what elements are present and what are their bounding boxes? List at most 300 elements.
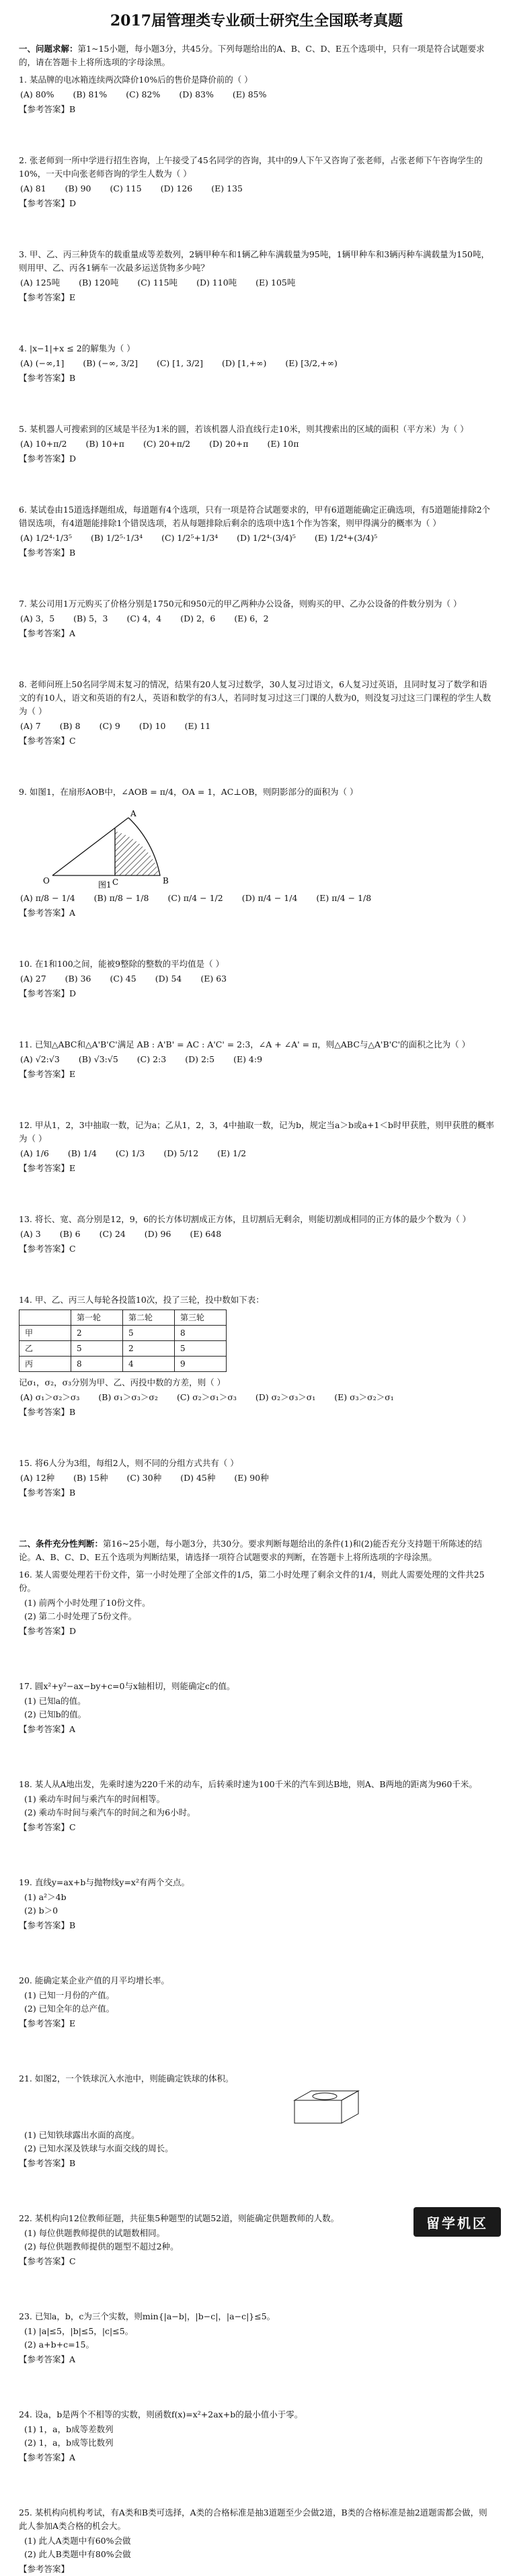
condition-list: [24, 2534, 494, 2561]
question-stem: [19, 1876, 494, 1889]
question-stem: [19, 597, 494, 611]
option: (C) 30种: [126, 1473, 162, 1483]
option: (C) 2:3: [136, 1054, 167, 1064]
question-stem: [19, 1680, 494, 1693]
condition-list: [24, 1596, 494, 1623]
question-number: 21.: [19, 2073, 32, 2084]
question-text: 将长、宽、高分别是12，9，6的长方体切割成正方体，且切割后无剩余，则能切割成相同的正方体的最少个数为（ ）: [34, 1214, 471, 1224]
question-number: 17.: [19, 1681, 32, 1691]
answer-value: C: [69, 736, 76, 746]
condition: (2) 每位供题教师提供的题型不超过2种。: [24, 2241, 179, 2251]
question-text: 已知a，b，c为三个实数，则min{|a−b|，|b−c|，|a−c|}≤5。: [34, 2311, 276, 2321]
table-cell: 2: [71, 1326, 123, 1341]
answer-label: 【参考答案】: [19, 1626, 70, 1636]
option: (B) π/8 − 1/8: [93, 893, 149, 903]
question-number: 24.: [19, 2409, 32, 2419]
section-2-text: 第16~25小题，每小题3分，共30分。要求判断每题给出的条件(1)和(2)能否充分支持题干所陈述的结论。A、B、C、D、E五个选项为判断结果，请选择一项符合试题要求的判断，在答题卡上将所选项的字母涂黑。: [19, 1539, 483, 1562]
table-cell: 第三轮: [175, 1310, 227, 1326]
option: (A) 125吨: [20, 277, 61, 288]
answer-value: A: [69, 1724, 76, 1734]
reference-answer: [19, 627, 494, 640]
question-number: 14.: [19, 1295, 32, 1305]
option: (B) 10+π: [85, 439, 125, 449]
condition-list: [24, 2129, 494, 2155]
option: (D) π/4 − 1/4: [241, 893, 298, 903]
answer-value: A: [69, 2354, 76, 2364]
question-item: [19, 1293, 494, 1419]
option: (B) 81%: [73, 89, 108, 99]
condition: (1) 已知铁球露出水面的高度。: [24, 2130, 140, 2140]
question-stem: [19, 2506, 494, 2533]
reference-answer: [19, 2353, 494, 2366]
option: (A) 7: [20, 721, 41, 731]
option: (C) σ₂＞σ₁＞σ₃: [176, 1392, 237, 1402]
question-text: 设a，b是两个不相等的实数，则函数f(x)=x²+2ax+b的最小值小于零。: [34, 2409, 303, 2419]
condition: (1) a²＞4b: [24, 1892, 67, 1902]
option: (C) 115: [110, 183, 142, 194]
answer-label: 【参考答案】: [19, 2018, 70, 2028]
option: (D) 96: [144, 1229, 171, 1239]
option: (C) 20+π/2: [143, 439, 191, 449]
condition: (2) 已知水深及铁球与水面交线的周长。: [24, 2143, 173, 2153]
question-item: [19, 248, 494, 304]
question-item: [19, 678, 494, 748]
table-cell: 8: [71, 1357, 123, 1372]
option: (A) (−∞,1]: [20, 358, 65, 368]
option: (E) 63: [200, 974, 227, 984]
reference-answer: [19, 372, 494, 385]
question-item: [19, 1778, 494, 1834]
option: (D) 110吨: [196, 277, 237, 288]
option: (A) 3: [20, 1229, 41, 1239]
table-cell: 丙: [19, 1357, 71, 1372]
condition: (1) 已知a的值。: [24, 1696, 86, 1706]
answer-value: A: [69, 628, 76, 638]
answer-label: 【参考答案】: [19, 2158, 70, 2168]
option: (C) 9: [99, 721, 120, 731]
question-text: 某机构向机构考试，有A类和B类可选择，A类的合格标准是抽3道题至少会做2道，B类的合格标准是抽2道题需都会做，则此人参加A类合格的机会大。: [19, 2507, 487, 2531]
option: (B) σ₁＞σ₃＞σ₂: [98, 1392, 158, 1402]
option: (D) 5/12: [163, 1148, 199, 1158]
question-text: 某品牌的电冰箱连续两次降价10%后的售价是降价前的（ ）: [29, 75, 253, 85]
question-item: [19, 957, 494, 1000]
answer-value: B: [69, 1920, 76, 1930]
option: (A) 10+π/2: [20, 439, 67, 449]
option: (E) 85%: [232, 89, 267, 99]
table-cell: 5: [71, 1341, 123, 1357]
option: (C) 24: [99, 1229, 126, 1239]
option: (A) σ₁＞σ₂＞σ₃: [20, 1392, 80, 1402]
question-item: [19, 1568, 494, 1638]
answer-label: 【参考答案】: [19, 198, 70, 208]
answer-value: B: [69, 2158, 76, 2168]
option: (A) 27: [20, 974, 46, 984]
question-text: 如图2，一个铁球沉入水池中，则能确定铁球的体积。: [34, 2073, 234, 2084]
answer-options: [20, 1147, 494, 1160]
option: (E) 6，2: [234, 613, 269, 624]
question-stem: [19, 1974, 494, 1987]
question-number: 5.: [19, 424, 27, 434]
question-stem: [19, 2072, 494, 2086]
option: (E) 135: [211, 183, 243, 194]
answer-value: E: [69, 2018, 76, 2028]
question-text: 甲从1，2，3中抽取一数，记为a；乙从1，2，3，4中抽取一数，记为b，规定当a＞b或a+1＜b时甲获胜，则甲获胜的概率为（ ）: [19, 1120, 494, 1144]
answer-options: [20, 357, 494, 370]
question-text: 某机构向12位教师征题，共征集5种题型的试题52道，则能确定供题教师的人数。: [34, 2213, 340, 2223]
condition: (1) 1，a，b成等差数列: [24, 2424, 114, 2434]
condition: (1) 前两个小时处理了10份文件。: [24, 1598, 151, 1608]
answer-value: C: [69, 2256, 76, 2266]
table-cell: 5: [123, 1326, 175, 1341]
answer-value: B: [69, 373, 76, 383]
option: (D) σ₂＞σ₃＞σ₁: [255, 1392, 316, 1402]
question-stem: [19, 1778, 494, 1791]
option: (E) 10π: [267, 439, 299, 449]
answer-label: 【参考答案】: [19, 628, 70, 638]
question-number: 4.: [19, 343, 27, 353]
label-c: C: [112, 877, 119, 887]
option: (C) 45: [110, 974, 136, 984]
condition: (2) 已知全年的总产值。: [24, 2004, 115, 2014]
question-item: [19, 1457, 494, 1500]
answer-options: [20, 88, 494, 101]
question-number: 7.: [19, 599, 27, 609]
option: (A) 81: [20, 183, 46, 194]
table-row: [19, 1357, 227, 1372]
question-stem: [19, 423, 494, 436]
option: (C) 115吨: [137, 277, 178, 288]
option: (B) 36: [65, 974, 91, 984]
question-list-part-2: [19, 1568, 494, 2576]
option: (D) 2:5: [185, 1054, 215, 1064]
page-title: 2017届管理类专业硕士研究生全国联考真题: [110, 12, 403, 30]
figure-2-pool: [288, 2087, 362, 2127]
answer-label: 【参考答案】: [19, 104, 70, 114]
question-item: [19, 154, 494, 210]
answer-value: E: [69, 1069, 76, 1079]
option: (C) 82%: [126, 89, 161, 99]
condition: (2) 已知b的值。: [24, 1709, 87, 1719]
question-number: 25.: [19, 2507, 32, 2518]
answer-options: [20, 1228, 494, 1241]
option: (A) √2:√3: [20, 1054, 60, 1064]
question-text: 直线y=ax+b与抛物线y=x²有两个交点。: [34, 1877, 190, 1887]
question-item: [19, 2072, 494, 2170]
reference-answer: [19, 452, 494, 466]
question-stem: [19, 785, 494, 799]
option: (E) 90种: [234, 1473, 269, 1483]
option: (A) 3，5: [20, 613, 55, 624]
reference-answer: [19, 2157, 494, 2170]
table-cell: 第一轮: [71, 1310, 123, 1326]
option: (A) 80%: [20, 89, 54, 99]
table-row: [19, 1310, 227, 1326]
option: (A) 12种: [20, 1473, 55, 1483]
section-2-heading: 二、条件充分性判断：: [19, 1539, 104, 1549]
condition-list: [24, 1891, 494, 1918]
question-number: 13.: [19, 1214, 32, 1224]
answer-label: 【参考答案】: [19, 1822, 70, 1832]
question-item: [19, 73, 494, 116]
answer-label: 【参考答案】: [19, 1163, 70, 1173]
table-cell: [19, 1310, 71, 1326]
answer-options: [20, 437, 494, 451]
reference-answer: [19, 1068, 494, 1081]
reference-answer: [19, 291, 494, 304]
condition-list: [24, 2423, 494, 2450]
option: (E) σ₃＞σ₂＞σ₁: [334, 1392, 394, 1402]
answer-options: [20, 182, 494, 196]
question-item: [19, 785, 494, 920]
condition-list: [24, 1694, 494, 1721]
answer-options: [20, 612, 494, 626]
answer-label: 【参考答案】: [19, 1920, 70, 1930]
question-stem: [19, 2310, 494, 2323]
condition: (2) b＞0: [24, 1905, 58, 1916]
question-text: 甲、乙、丙三种货车的载重量成等差数列，2辆甲种车和1辆乙种车满载量为95吨，1辆甲种车和3辆丙种车满载量为150吨，则用甲、乙、丙各1辆车一次最多运送货物多少吨？: [19, 249, 489, 273]
table-cell: 8: [175, 1326, 227, 1341]
answer-label: 【参考答案】: [19, 1069, 70, 1079]
table-cell: 2: [123, 1341, 175, 1357]
label-o: O: [43, 876, 50, 886]
option: (B) 90: [65, 183, 91, 194]
question-stem: [19, 248, 494, 275]
answer-options: [20, 720, 494, 733]
label-a: A: [130, 809, 136, 818]
option: (D) 45种: [180, 1473, 216, 1483]
label-b: B: [163, 876, 169, 886]
answer-label: 【参考答案】: [19, 1407, 70, 1417]
question-item: [19, 423, 494, 466]
reference-answer: [19, 103, 494, 116]
question-stem: [19, 957, 494, 971]
option: (B) 120吨: [79, 277, 119, 288]
option: (D) 126: [160, 183, 193, 194]
question-item: [19, 1876, 494, 1932]
option: (D) 2，6: [180, 613, 216, 624]
reference-answer: [19, 2017, 494, 2030]
question-text: 张老师到一所中学进行招生咨询，上午接受了45名同学的咨询，其中的9人下午又咨询了张老师，占张老师下午咨询学生的10%，一天中向张老师咨询的学生人数为（ ）: [19, 155, 483, 179]
question-stem: [19, 1457, 494, 1470]
question-stem: [19, 678, 494, 718]
answer-value: E: [69, 1163, 76, 1173]
question-number: 22.: [19, 2213, 32, 2223]
answer-value: C: [69, 1822, 76, 1832]
question-item: [19, 2408, 494, 2464]
answer-options: [20, 892, 494, 905]
option: (E) 648: [190, 1229, 222, 1239]
question-number: 23.: [19, 2311, 32, 2321]
question-text: 圆x²+y²−ax−by+c=0与x轴相切，则能确定c的值。: [34, 1681, 235, 1691]
score-table: [19, 1310, 227, 1372]
option: (D) 83%: [179, 89, 214, 99]
answer-options: [20, 1053, 494, 1066]
question-stem: [19, 154, 494, 181]
option: (E) 4:9: [233, 1054, 263, 1064]
question-text: 某人从A地出发，先乘时速为220千米的动车，后转乘时速为100千米的汽车到达B地，则A、B两地的距离为960千米。: [34, 1779, 477, 1789]
question-number: 19.: [19, 1877, 32, 1887]
question-list-part-1: [19, 73, 494, 1500]
option: (A) 1/6: [20, 1148, 49, 1158]
answer-label: 【参考答案】: [19, 988, 70, 998]
answer-value: D: [69, 454, 77, 464]
question-item: [19, 1038, 494, 1081]
answer-value: B: [69, 1407, 76, 1417]
answer-value: B: [69, 1488, 76, 1498]
question-text: |x−1|+x ≤ 2的解集为（ ）: [29, 343, 135, 353]
answer-label: 【参考答案】: [19, 1724, 70, 1734]
table-row: [19, 1341, 227, 1357]
reference-answer: [19, 1406, 494, 1419]
question-text: 某人需要处理若干份文件，第一小时处理了全部文件的1/5，第二小时处理了剩余文件的1/4，则此人需要处理的文件共25份。: [19, 1570, 485, 1593]
answer-label: 【参考答案】: [19, 292, 70, 302]
figure-1-sector: [39, 802, 173, 889]
question-stem: [19, 1293, 494, 1307]
question-item: [19, 597, 494, 640]
question-number: 8.: [19, 679, 27, 689]
condition: (2) 第二小时处理了5份文件。: [24, 1611, 137, 1621]
option: (C) 1/2⁵+1/3⁴: [161, 533, 219, 543]
option: (D) 1/2⁴·(3/4)⁵: [237, 533, 296, 543]
question-number: 6.: [19, 505, 27, 515]
option: (B) 1/2⁵·1/3⁴: [90, 533, 143, 543]
answer-value: D: [69, 988, 77, 998]
question-number: 16.: [19, 1570, 32, 1580]
table-cell: 9: [175, 1357, 227, 1372]
section-2-intro: [19, 1537, 494, 1564]
option: (E) 1/2: [217, 1148, 247, 1158]
reference-answer: [19, 1486, 494, 1500]
reference-answer: [19, 1919, 494, 1932]
condition: (2) 乘动车时间与乘汽车的时间之和为6小时。: [24, 1807, 196, 1817]
question-number: 18.: [19, 1779, 32, 1789]
question-text: 如图1，在扇形AOB中，∠AOB = π/4，OA = 1，AC⊥OB，则阴影部分的面积为（ ）: [29, 787, 358, 797]
condition-list: [24, 1793, 494, 1819]
question-item: [19, 1680, 494, 1736]
answer-label: 【参考答案】: [19, 2564, 70, 2574]
section-1-heading: 一、问题求解：: [19, 44, 78, 54]
answer-value: A: [69, 908, 76, 918]
option: (C) π/4 − 1/2: [167, 893, 223, 903]
reference-answer: [19, 2255, 494, 2268]
exam-page: [19, 0, 494, 2574]
reference-answer: [19, 2563, 494, 2576]
question-item: [19, 503, 494, 560]
condition: (1) 每位供题教师提供的试题数相同。: [24, 2228, 165, 2238]
reference-answer: [19, 1625, 494, 1638]
table-cell: 甲: [19, 1326, 71, 1341]
answer-options: [20, 1471, 494, 1485]
question-number: 1.: [19, 75, 27, 85]
condition: (1) 此人A类题中有60%会做: [24, 2536, 131, 2546]
question-text: 甲、乙、丙三人每轮各投篮10次，投了三轮，投中数如下表：: [34, 1295, 264, 1305]
question-number: 10.: [19, 959, 32, 969]
condition: (1) |a|≤5，|b|≤5，|c|≤5。: [24, 2326, 134, 2336]
question-stem: [19, 73, 494, 87]
question-stem: [19, 1568, 494, 1595]
condition: (2) a+b+c=15。: [24, 2339, 94, 2350]
table-cell: 5: [175, 1341, 227, 1357]
question-stem: [19, 503, 494, 530]
option: (E) [3/2,+∞): [285, 358, 338, 368]
reference-answer: [19, 987, 494, 1000]
option: (B) (−∞, 3/2]: [83, 358, 138, 368]
answer-label: 【参考答案】: [19, 2256, 70, 2266]
question-text: 在1和100之间，能被9整除的整数的平均值是（ ）: [34, 959, 225, 969]
option: (C) 4，4: [126, 613, 162, 624]
reference-answer: [19, 546, 494, 560]
reference-answer: [19, 734, 494, 748]
answer-options: [20, 276, 494, 290]
question-text: 某试卷由15道选择题组成，每道题有4个选项，只有一项是符合试题要求的，甲有6道题能确定正确选项，有5道题能排除2个错误选项，有4道题能排除1个错误选项，若从每题排除后剩余的选项中选1个作为答案，则甲得满分的概率为（ ）: [19, 505, 491, 528]
condition-list: [24, 1989, 494, 2016]
question-text: 将6人分为3组，每组2人，则不同的分组方式共有（ ）: [34, 1458, 239, 1468]
figure-1-caption: 图1: [98, 880, 112, 889]
section-1-intro: [19, 42, 494, 69]
answer-label: 【参考答案】: [19, 373, 70, 383]
reference-answer: [19, 1821, 494, 1834]
answer-label: 【参考答案】: [19, 908, 70, 918]
condition: (2) 此人B类题中有80%会做: [24, 2549, 131, 2559]
answer-label: 【参考答案】: [19, 1488, 70, 1498]
question-text: 能确定某企业产值的月平均增长率。: [34, 1975, 169, 1985]
question-text: 老师问班上50名同学周末复习的情况，结果有20人复习过数学，30人复习过语文，6人复习过英语，且同时复习了数学和语文的有10人，语文和英语的有2人，英语和数学的有3人，若同时复习过这三门课的人数为0，则没复习过这三门课程的学生人数为（ ）: [19, 679, 491, 716]
condition: (2) 1，a，b成等比数列: [24, 2438, 114, 2448]
section-1-text: 第1~15小题，每小题3分，共45分。下列每题给出的A、B、C、D、E五个选项中，只有一项是符合试题要求的，请在答题卡上将所选项的字母涂黑。: [19, 44, 485, 67]
question-number: 2.: [19, 155, 27, 165]
reference-answer: [19, 2451, 494, 2464]
question-item: [19, 1974, 494, 2030]
question-stem: [19, 2408, 494, 2421]
question-number: 9.: [19, 787, 27, 797]
option: (E) 11: [184, 721, 211, 731]
question-number: 11.: [19, 1039, 32, 1049]
answer-label: 【参考答案】: [19, 454, 70, 464]
option: (D) 20+π: [209, 439, 249, 449]
option: (B) 8: [59, 721, 81, 731]
reference-answer: [19, 1242, 494, 1256]
answer-value: E: [69, 292, 76, 302]
reference-answer: [19, 197, 494, 210]
option: (A) 1/2⁴·1/3⁵: [20, 533, 72, 543]
option: (A) π/8 − 1/4: [20, 893, 75, 903]
option: (D) 10: [139, 721, 166, 731]
answer-value: C: [69, 1244, 76, 1254]
question-text: 某公司用1万元购买了价格分别是1750元和950元的甲乙两种办公设备，则购买的甲、乙办公设备的件数分别为（ ）: [29, 599, 462, 609]
option: (B) 5，3: [73, 613, 108, 624]
option: (E) π/4 − 1/8: [316, 893, 372, 903]
question-item: [19, 342, 494, 385]
answer-value: D: [69, 198, 77, 208]
question-stem: [19, 1119, 494, 1146]
condition: (1) 已知一月份的产值。: [24, 1990, 115, 2000]
reference-answer: [19, 906, 494, 920]
option: (D) [1,+∞): [222, 358, 267, 368]
question-text: 已知△ABC和△A'B'C'满足 AB : A'B' = AC : A'C' = 2:3，∠A + ∠A' = π，则△ABC与△A'B'C'的面积之比为（ ）: [34, 1039, 471, 1049]
condition: (1) 乘动车时间与乘汽车的时间相等。: [24, 1794, 165, 1804]
question-item: [19, 1213, 494, 1256]
question-stem: [19, 1213, 494, 1226]
question-number: 20.: [19, 1975, 32, 1985]
answer-label: 【参考答案】: [19, 736, 70, 746]
reference-answer: [19, 1162, 494, 1175]
answer-value: D: [69, 1626, 77, 1636]
question-number: 3.: [19, 249, 27, 259]
answer-value: B: [69, 104, 76, 114]
condition-list: [24, 2325, 494, 2352]
question-number: 15.: [19, 1458, 32, 1468]
table-cell: 乙: [19, 1341, 71, 1357]
